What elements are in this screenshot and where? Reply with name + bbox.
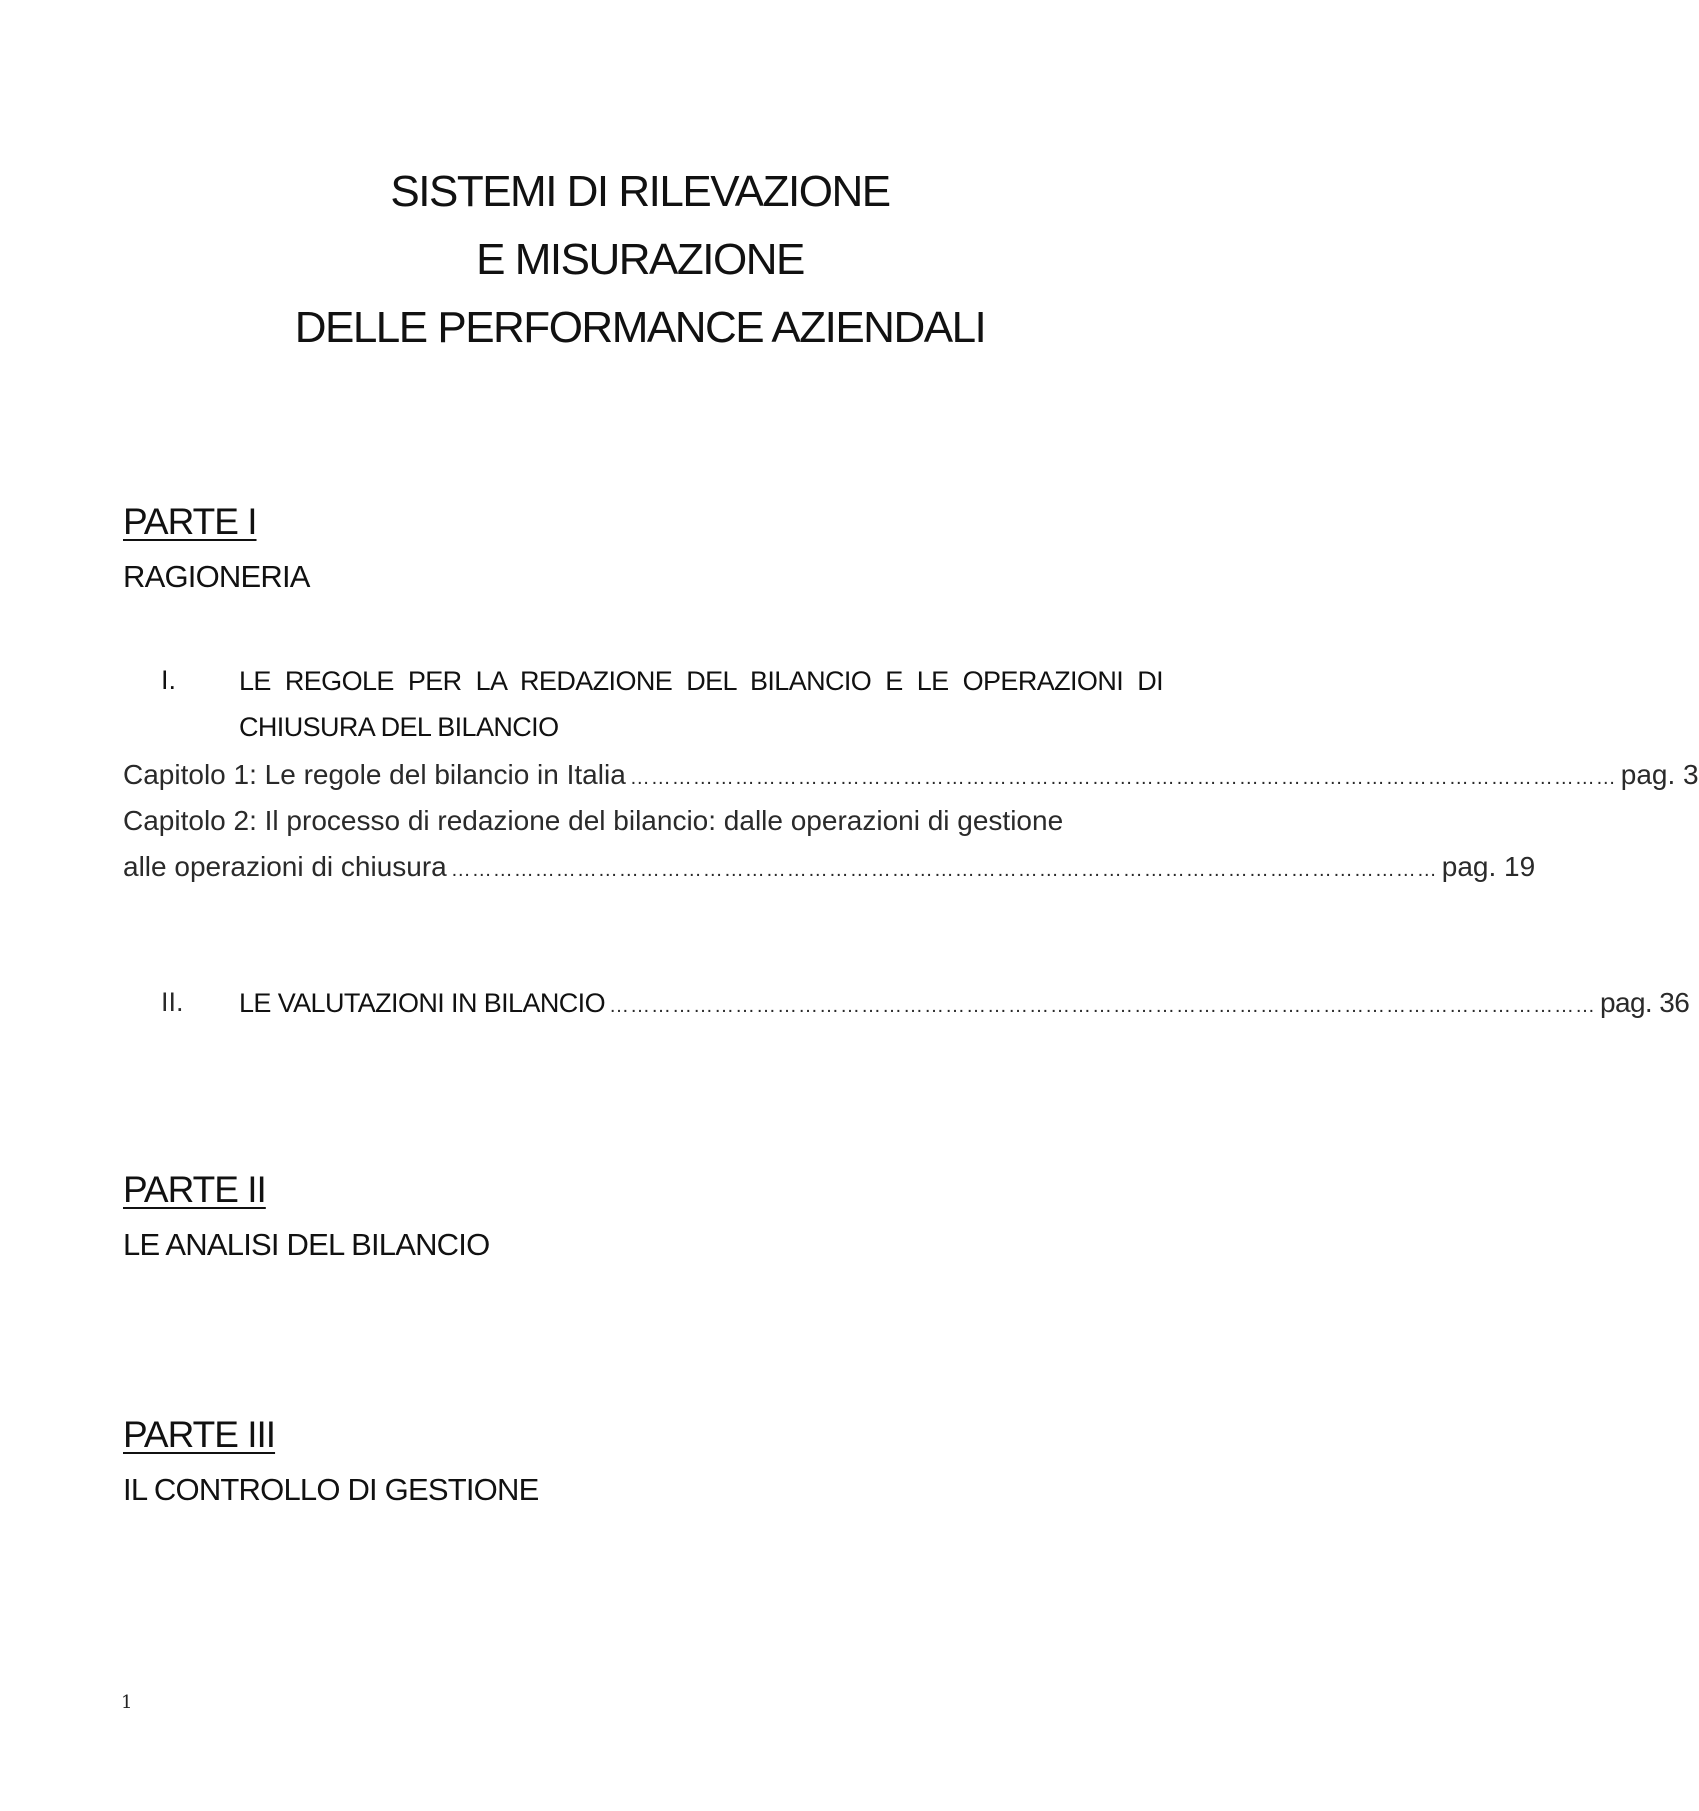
section-2-numeral: II. — [161, 987, 184, 1017]
chapter-2-entry — [123, 844, 1536, 893]
title-line-1: SISTEMI DI RILEVAZIONE — [390, 167, 890, 216]
chapter-2-dot-leader: …………………………………………………………………………………………………………………………… — [450, 859, 1438, 881]
section-1 — [123, 658, 1163, 750]
document-title — [0, 158, 1280, 362]
part-3-heading: PARTE III — [123, 1414, 276, 1455]
section-1-title: LE REGOLE PER LA REDAZIONE DEL BILANCIO E LE OPERAZIONI DI CHIUSURA DEL BILANCIO — [239, 666, 1163, 742]
chapter-1-entry — [123, 752, 1699, 801]
section-2-title: LE VALUTAZIONI IN BILANCIO — [239, 988, 605, 1018]
title-line-2: E MISURAZIONE — [476, 235, 804, 284]
chapter-2-text: alle operazioni di chiusura — [123, 851, 447, 882]
part-1-heading: PARTE I — [123, 501, 257, 542]
chapter-1-text: Capitolo 1: Le regole del bilancio in Italia — [123, 759, 626, 790]
part-2-heading: PARTE II — [123, 1169, 266, 1210]
part-2-subtitle: LE ANALISI DEL BILANCIO — [123, 1227, 490, 1262]
title-line-3: DELLE PERFORMANCE AZIENDALI — [294, 303, 986, 352]
chapter-1-dot-leader: …………………………………………………………………………………………………………………………… — [629, 767, 1617, 789]
chapter-1-page: pag. 3 — [1620, 759, 1699, 790]
section-2-page: pag. 36 — [1600, 987, 1690, 1018]
section-2-dot-leader: …………………………………………………………………………………………………………………………… — [609, 995, 1596, 1017]
section-1-numeral: I. — [161, 665, 177, 695]
section-2-entry — [239, 980, 1690, 1029]
section-2 — [123, 980, 1690, 1026]
part-1-subtitle: RAGIONERIA — [123, 559, 310, 594]
part-3-subtitle: IL CONTROLLO DI GESTIONE — [123, 1472, 539, 1507]
chapter-2-line-1: Capitolo 2: Il processo di redazione del bilancio: dalle operazioni di gestione — [123, 805, 1064, 836]
page-number: 1 — [121, 1692, 133, 1713]
chapter-2-page: pag. 19 — [1441, 851, 1536, 882]
